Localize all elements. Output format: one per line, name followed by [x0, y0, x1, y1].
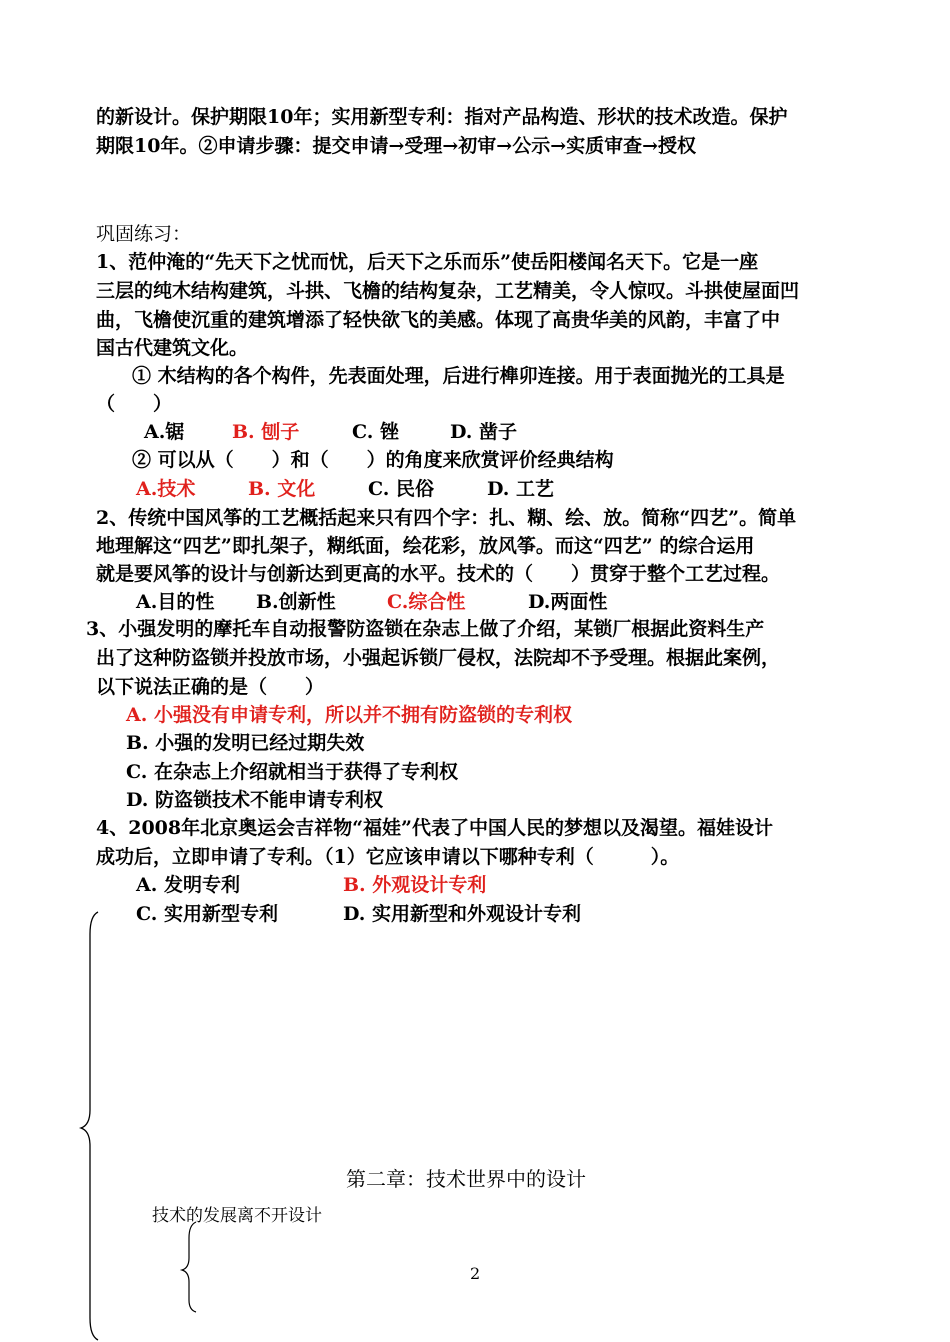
q4-option-a: A. 发明专利	[136, 874, 240, 896]
q3-line-1: 3、小强发明的摩托车自动报警防盗锁在杂志上做了介绍，某锁厂根据此资料生产	[86, 618, 765, 640]
q1-sub1-line-2: （ ）	[96, 393, 173, 415]
q2-option-a: A.目的性	[136, 591, 215, 613]
q1-line-3: 曲，飞檐使沉重的建筑增添了轻快欲飞的美感。体现了高贵华美的风韵，丰富了中	[96, 309, 781, 331]
intro-line-2: 期限10年。②申请步骤：提交申请→受理→初审→公示→实质审查→授权	[96, 135, 697, 157]
q4-line-2: 成功后，立即申请了专利。（1）它应该申请以下哪种专利（ ）。	[96, 846, 680, 868]
q2-line-1: 2、传统中国风筝的工艺概括起来只有四个字：扎、糊、绘、放。简称“四艺”。简单	[96, 507, 797, 529]
q1-sub2-option-d: D. 工艺	[487, 478, 555, 500]
q1-sub1-option-c: C. 锉	[352, 421, 400, 443]
q2-option-d: D.两面性	[528, 591, 608, 613]
q4-option-b: B. 外观设计专利	[343, 874, 487, 896]
exercise-heading: 巩固练习：	[96, 223, 192, 245]
q3-line-3: 以下说法正确的是（ ）	[96, 676, 325, 698]
q1-sub1-option-d: D. 凿子	[450, 421, 518, 443]
q3-option-c: C. 在杂志上介绍就相当于获得了专利权	[126, 761, 459, 783]
q2-line-2: 地理解这“四艺”即扎架子，糊纸面，绘花彩，放风筝。而这“四艺” 的综合运用	[96, 535, 755, 557]
q1-sub1-line-1: ① 木结构的各个构件，先表面处理，后进行榫卯连接。用于表面抛光的工具是	[132, 365, 785, 387]
page-number: 2	[470, 1264, 481, 1283]
q3-option-b: B. 小强的发明已经过期失效	[126, 732, 365, 754]
q1-sub2-option-b: B. 文化	[248, 478, 316, 500]
q1-line-4: 国古代建筑文化。	[96, 337, 249, 359]
chapter-subheading: 技术的发展离不开设计	[152, 1206, 322, 1226]
q1-sub2-option-c: C. 民俗	[368, 478, 435, 500]
q2-option-b: B.创新性	[256, 591, 336, 613]
intro-line-1: 的新设计。保护期限10年；实用新型专利：指对产品构造、形状的技术改造。保护	[96, 106, 788, 128]
q2-option-c: C.综合性	[387, 591, 466, 613]
q1-sub1-option-b: B. 刨子	[232, 421, 300, 443]
chapter-title: 第二章：技术世界中的设计	[346, 1167, 586, 1191]
q4-option-d: D. 实用新型和外观设计专利	[343, 903, 582, 925]
q4-line-1: 4、2008年北京奥运会吉祥物“福娃”代表了中国人民的梦想以及渴望。福娃设计	[96, 817, 773, 839]
q3-option-d: D. 防盗锁技术不能申请专利权	[126, 789, 384, 811]
q1-sub1-option-a: A.锯	[144, 421, 185, 443]
q2-line-3: 就是要风筝的设计与创新达到更高的水平。技术的（ ）贯穿于整个工艺过程。	[96, 563, 781, 585]
q3-line-2: 出了这种防盗锁并投放市场，小强起诉锁厂侵权，法院却不予受理。根据此案例，	[96, 647, 781, 669]
q1-line-1: 1、范仲淹的“先天下之忧而忧，后天下之乐而乐”使岳阳楼闻名天下。它是一座	[96, 251, 759, 273]
q3-option-a: A. 小强没有申请专利，所以并不拥有防盗锁的专利权	[126, 704, 572, 726]
q1-sub2-question: ② 可以从（ ）和（ ）的角度来欣赏评价经典结构	[132, 449, 614, 471]
q4-option-c: C. 实用新型专利	[136, 903, 279, 925]
q1-sub2-option-a: A.技术	[136, 478, 196, 500]
q1-line-2: 三层的纯木结构建筑，斗拱、飞檐的结构复杂，工艺精美，令人惊叹。斗拱使屋面凹	[96, 280, 800, 302]
